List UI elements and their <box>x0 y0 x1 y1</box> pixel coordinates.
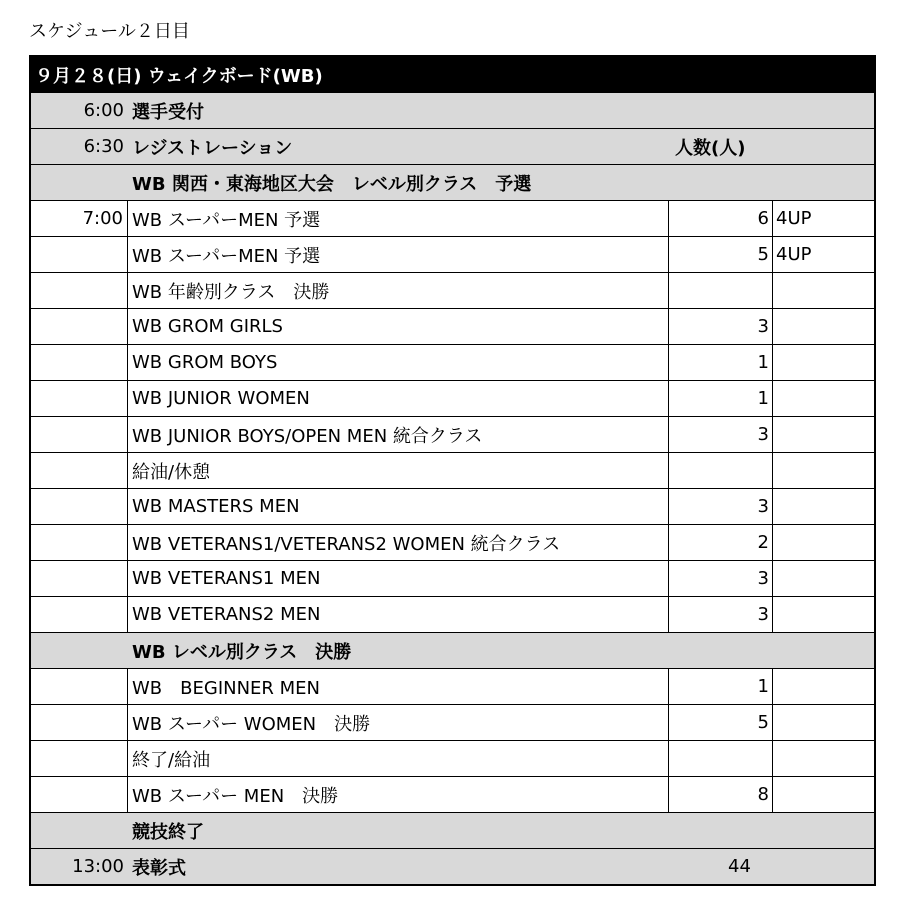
table-row <box>31 596 874 632</box>
row-name: 終了/給油 <box>128 741 669 776</box>
row-count: 6 <box>669 201 773 236</box>
row-count <box>669 453 773 488</box>
row-name: WB MASTERS MEN <box>128 489 669 524</box>
row-name: 表彰式 <box>132 857 186 879</box>
row-time <box>31 777 128 812</box>
row-count <box>669 273 773 308</box>
table-row <box>31 488 874 524</box>
schedule-caption: スケジュール２日目 <box>29 21 190 42</box>
table-row <box>31 236 874 272</box>
table-row <box>31 704 874 740</box>
day-header <box>31 57 874 92</box>
section-row <box>31 812 874 848</box>
row-count <box>669 741 773 776</box>
row-count: 1 <box>669 669 773 704</box>
row-name: WB GROM BOYS <box>128 345 669 380</box>
row-note: 4UP <box>776 244 812 265</box>
row-count: 1 <box>669 345 773 380</box>
table-row <box>31 200 874 236</box>
row-count: 3 <box>669 597 773 632</box>
count-header: 人数(人) <box>675 137 746 159</box>
table-row <box>31 740 874 776</box>
table-row <box>31 380 874 416</box>
row-note <box>773 777 874 812</box>
row-name: WB VETERANS1 MEN <box>128 561 669 596</box>
row-count: 3 <box>669 309 773 344</box>
row-note <box>773 741 874 776</box>
row-name: WB BEGINNER MEN <box>128 669 669 704</box>
row-count: 8 <box>669 777 773 812</box>
row-count: 5 <box>669 705 773 740</box>
row-name: WB スーパー WOMEN 決勝 <box>128 705 669 740</box>
row-name: WB レベル別クラス 決勝 <box>132 641 352 663</box>
row-time <box>31 525 128 560</box>
row-time <box>31 345 128 380</box>
row-note <box>773 381 874 416</box>
row-time <box>31 669 128 704</box>
table-row <box>31 560 874 596</box>
row-note <box>773 273 874 308</box>
row-time <box>31 273 128 308</box>
row-time: 7:00 <box>31 201 128 236</box>
table-row <box>31 308 874 344</box>
row-time <box>31 561 128 596</box>
row-count: 3 <box>669 489 773 524</box>
row-note <box>773 417 874 452</box>
row-name: WB スーパーMEN 予選 <box>128 237 669 272</box>
row-time <box>31 597 128 632</box>
row-note <box>773 597 874 632</box>
row-name: WB 年齢別クラス 決勝 <box>128 273 669 308</box>
row-time <box>31 813 128 848</box>
row-time: 13:00 <box>72 856 124 877</box>
section-row <box>31 92 874 128</box>
total-count: 44 <box>728 856 751 877</box>
row-name: WB JUNIOR BOYS/OPEN MEN 統合クラス <box>128 417 669 452</box>
row-name: レジストレーション <box>132 137 293 159</box>
row-count: 3 <box>669 417 773 452</box>
row-time <box>31 741 128 776</box>
table-row <box>31 668 874 704</box>
table-row <box>31 524 874 560</box>
table-row <box>31 344 874 380</box>
row-time <box>31 453 128 488</box>
day-header-text: ９月２８(日) ウェイクボード(WB) <box>35 65 323 87</box>
row-time <box>31 489 128 524</box>
row-name: 給油/休憩 <box>128 453 669 488</box>
table-row <box>31 272 874 308</box>
row-name: 競技終了 <box>132 821 204 843</box>
table-row <box>31 416 874 452</box>
row-note <box>773 489 874 524</box>
section-row <box>31 128 874 164</box>
row-time <box>31 237 128 272</box>
row-time <box>31 705 128 740</box>
row-name: WB スーパーMEN 予選 <box>128 201 669 236</box>
row-note <box>773 705 874 740</box>
row-time: 6:30 <box>83 136 124 157</box>
row-time <box>31 633 128 668</box>
row-note <box>773 309 874 344</box>
table-row <box>31 452 874 488</box>
row-note <box>773 525 874 560</box>
row-name: 選手受付 <box>132 101 204 123</box>
row-name: WB スーパー MEN 決勝 <box>128 777 669 812</box>
section-row <box>31 164 874 200</box>
row-name: WB GROM GIRLS <box>128 309 669 344</box>
row-time <box>31 417 128 452</box>
row-time <box>31 165 128 200</box>
row-count: 2 <box>669 525 773 560</box>
row-count: 1 <box>669 381 773 416</box>
row-count: 5 <box>669 237 773 272</box>
row-name: WB JUNIOR WOMEN <box>128 381 669 416</box>
row-note: 4UP <box>776 208 812 229</box>
row-time <box>31 309 128 344</box>
table-row <box>31 776 874 812</box>
row-count: 3 <box>669 561 773 596</box>
row-note <box>773 453 874 488</box>
row-note <box>773 345 874 380</box>
row-name: WB 関西・東海地区大会 レベル別クラス 予選 <box>132 173 532 195</box>
row-name: WB VETERANS1/VETERANS2 WOMEN 統合クラス <box>128 525 669 560</box>
row-time: 6:00 <box>83 100 124 121</box>
row-time <box>31 381 128 416</box>
row-note <box>773 561 874 596</box>
section-row <box>31 848 874 884</box>
row-note <box>773 669 874 704</box>
row-name: WB VETERANS2 MEN <box>128 597 669 632</box>
section-row <box>31 632 874 668</box>
schedule-table <box>29 55 876 886</box>
